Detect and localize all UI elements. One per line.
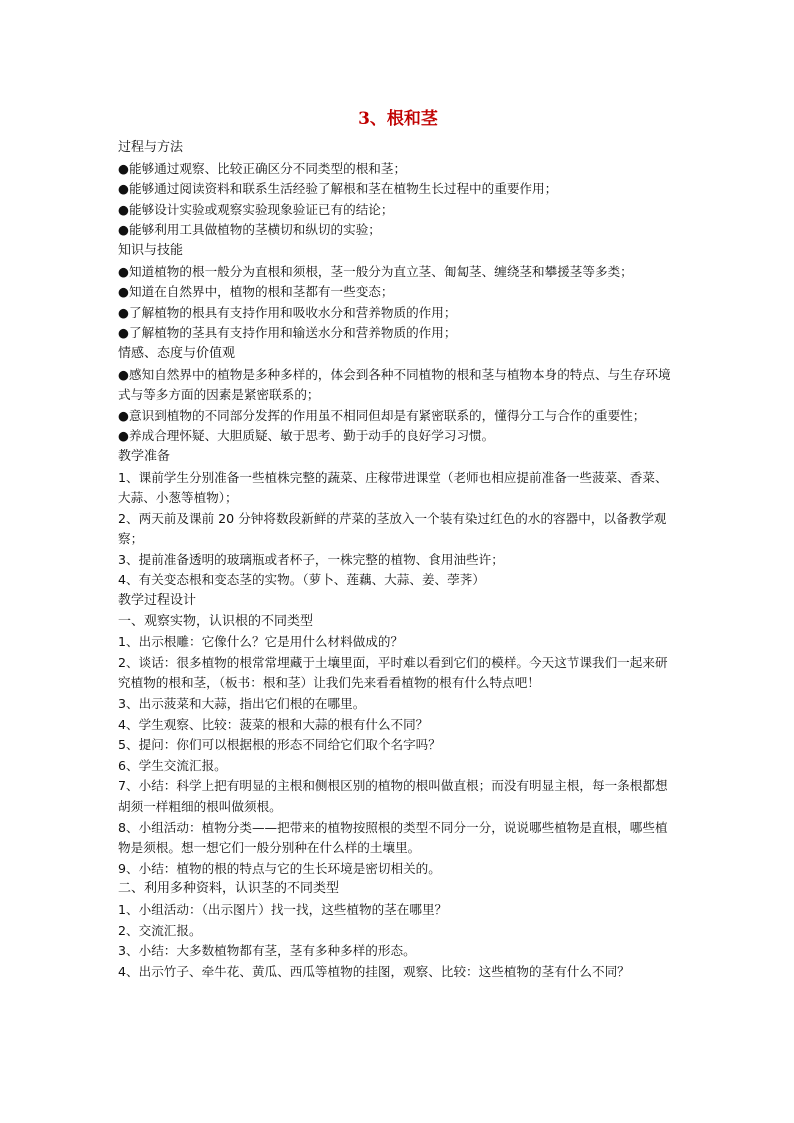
- section-heading: 过程与方法: [118, 140, 184, 155]
- bullet-icon: ●: [118, 263, 129, 279]
- process-step: 1、小组活动：（出示图片）找一找，这些植物的茎在哪里？: [118, 901, 448, 917]
- objective-text: 能够设计实验或观察实验现象验证已有的结论；: [129, 201, 394, 217]
- objective-item: [118, 179, 678, 200]
- subsection-heading: 二、利用多种资料，认识茎的不同类型: [118, 881, 340, 897]
- bullet-icon: ●: [118, 222, 129, 238]
- process-step: 3、出示菠菜和大蒜，指出它们根的在哪里。: [118, 696, 366, 712]
- objective-text: 意识到植物的不同部分发挥的作用虽不相同但却是有紧密联系的，懂得分工与合作的重要性；: [129, 407, 646, 423]
- document-body: [118, 138, 678, 982]
- objective-text: 能够通过观察、比较正确区分不同类型的根和茎；: [129, 160, 407, 176]
- bullet-icon: ●: [118, 160, 129, 176]
- process-step: 2、交流汇报。: [118, 922, 202, 938]
- objective-text: 感知自然界中的植物是多种多样的，体会到各种不同植物的根和茎与植物本身的特点、与生存环境式与等多方面的因素是紧密联系的；: [118, 366, 671, 403]
- bullet-icon: ●: [118, 428, 129, 444]
- objective-item: [118, 303, 678, 324]
- objective-text: 能够通过阅读资料和联系生活经验了解根和茎在植物生长过程中的重要作用；: [129, 181, 558, 197]
- process-step: 5、提问：你们可以根据根的形态不同给它们取个名字吗？: [118, 737, 441, 753]
- objective-item: [118, 365, 678, 406]
- bullet-icon: ●: [118, 325, 129, 341]
- objective-item: [118, 159, 678, 180]
- section-heading: 情感、态度与价值观: [118, 345, 236, 361]
- process-step: 2、谈话：很多植物的根常常埋藏于土壤里面，平时难以看到它们的模样。今天这节课我们一起来研究植物的根和茎，（板书：根和茎）让我们先来看看植物的根有什么特点吧！: [118, 654, 668, 691]
- document-page: [118, 104, 678, 982]
- bullet-icon: ●: [118, 304, 129, 320]
- objective-item: [118, 406, 678, 427]
- bullet-icon: ●: [118, 201, 129, 217]
- process-step: 3、小结：大多数植物都有茎，茎有多种多样的形态。: [118, 943, 416, 959]
- process-step: 8、小组活动：植物分类——把带来的植物按照根的类型不同分一分，说说哪些植物是直根，哪些植物是须根。想一想它们一般分别种在什么样的土壤里。: [118, 819, 668, 856]
- process-step: 1、出示根雕：它像什么？它是用什么材料做成的？: [118, 634, 404, 650]
- objective-item: [118, 220, 678, 241]
- page-title: 3、根和茎: [358, 109, 438, 129]
- bullet-icon: ●: [118, 407, 129, 423]
- section-heading: 知识与技能: [118, 242, 184, 258]
- bullet-icon: ●: [118, 284, 129, 300]
- preparation-item: 4、有关变态根和变态茎的实物。（萝卜、莲藕、大蒜、姜、荸荠）: [118, 572, 485, 588]
- process-step: 9、小结：植物的根的特点与它的生长环境是密切相关的。: [118, 860, 441, 876]
- process-step: 7、小结：科学上把有明显的主根和侧根区别的植物的根叫做直根；而没有明显主根，每一条根都想胡须一样粗细的根叫做须根。: [118, 778, 668, 814]
- preparation-item: 3、提前准备透明的玻璃瓶或者杯子，一株完整的植物、食用油些许；: [118, 551, 504, 567]
- preparation-item: 1、课前学生分别准备一些植株完整的蔬菜、庄稼带进课堂（老师也相应提前准备一些菠菜、香菜、大蒜、小葱等植物）；: [118, 469, 668, 506]
- objective-text: 知道植物的根一般分为直根和须根，茎一般分为直立茎、匍匐茎、缠绕茎和攀援茎等多类；: [129, 263, 633, 279]
- objective-text: 了解植物的茎具有支持作用和输送水分和营养物质的作用；: [129, 325, 457, 341]
- objective-item: [118, 426, 678, 447]
- objective-item: [118, 200, 678, 221]
- bullet-icon: ●: [118, 366, 129, 382]
- objective-item: [118, 323, 678, 344]
- objective-text: 知道在自然界中，植物的根和茎都有一些变态；: [129, 284, 394, 300]
- process-step: 4、学生观察、比较：菠菜的根和大蒜的根有什么不同？: [118, 716, 429, 732]
- section-heading: 教学过程设计: [118, 593, 197, 609]
- objective-text: 能够利用工具做植物的茎横切和纵切的实验；: [129, 222, 381, 238]
- objective-text: 了解植物的根具有支持作用和吸收水分和营养物质的作用；: [129, 304, 457, 320]
- bullet-icon: ●: [118, 181, 129, 197]
- process-step: 4、出示竹子、牵牛花、黄瓜、西瓜等植物的挂图，观察、比较：这些植物的茎有什么不同？: [118, 963, 630, 979]
- objective-item: [118, 262, 678, 283]
- subsection-heading: 一、观察实物，认识根的不同类型: [118, 613, 314, 629]
- process-step: 6、学生交流汇报。: [118, 757, 227, 773]
- objective-item: [118, 282, 678, 303]
- section-heading: 教学准备: [118, 448, 171, 464]
- preparation-item: 2、两天前及课前 20 分钟将数段新鲜的芹菜的茎放入一个装有染过红色的水的容器中，以备教学观察；: [118, 510, 667, 547]
- objective-text: 养成合理怀疑、大胆质疑、敏于思考、勤于动手的良好学习习惯。: [129, 428, 495, 444]
